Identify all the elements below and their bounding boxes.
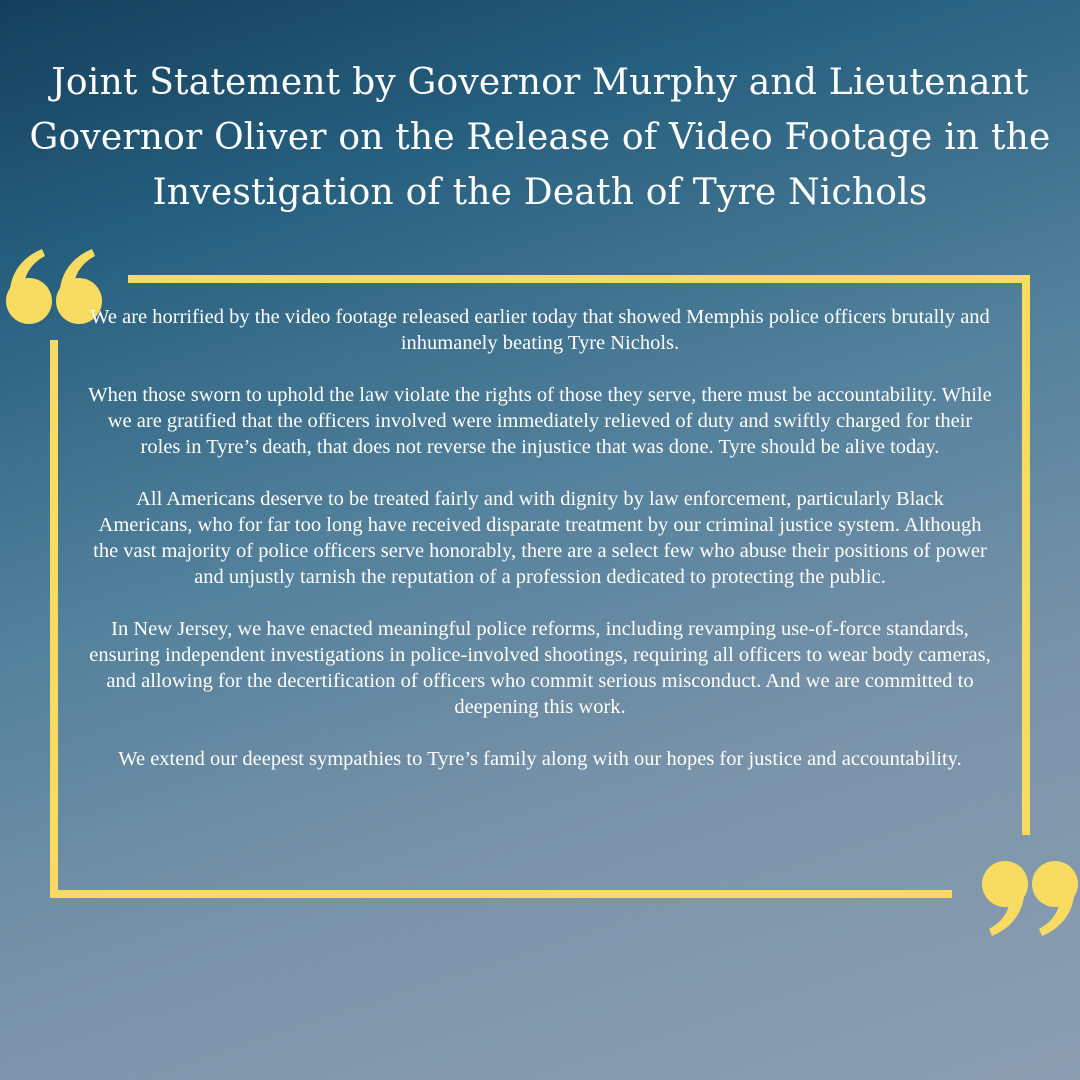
frame-top-border xyxy=(128,275,1030,283)
statement-paragraph-3: All Americans deserve to be treated fairly and with dignity by law enforcement, particularly Black Americans, who for far too long have received disparate treatment by our criminal justice system. Although the vast majority of police officers serve honorably, there are a select few who abuse their positions of power and unjustly tarnish the reputation of a profession dedicated to protecting the public. xyxy=(93,488,987,588)
statement-paragraph-5: We extend our deepest sympathies to Tyre’s family along with our hopes for justice and accountability. xyxy=(118,748,962,770)
statement-paragraph-1: We are horrified by the video footage released earlier today that showed Memphis police officers brutally and inhumanely beating Tyre Nichols. xyxy=(90,306,990,354)
statement-paragraph-4: In New Jersey, we have enacted meaningful police reforms, including revamping use-of-force standards, ensuring independent investigations in police-involved shootings, requiring all officers to wear body cameras, and allowing for the decertification of officers who commit serious misconduct. And we are committed to deepening this work. xyxy=(89,618,991,718)
statement-body xyxy=(88,304,992,772)
frame-right-border xyxy=(1022,275,1030,835)
statement-paragraph-2: When those sworn to uphold the law violate the rights of those they serve, there must be accountability. While we are gratified that the officers involved were immediately relieved of duty and swiftly charged for their roles in Tyre’s death, that does not reverse the injustice that was done. Tyre should be alive today. xyxy=(88,384,992,458)
frame-left-border xyxy=(50,340,58,898)
frame-bottom-border xyxy=(50,890,952,898)
statement-title: Joint Statement by Governor Murphy and Lieutenant Governor Oliver on the Release of Video Footage in the Investigation of the Death of Tyre Nichols xyxy=(29,62,1051,213)
closing-quote-icon xyxy=(972,850,1080,940)
